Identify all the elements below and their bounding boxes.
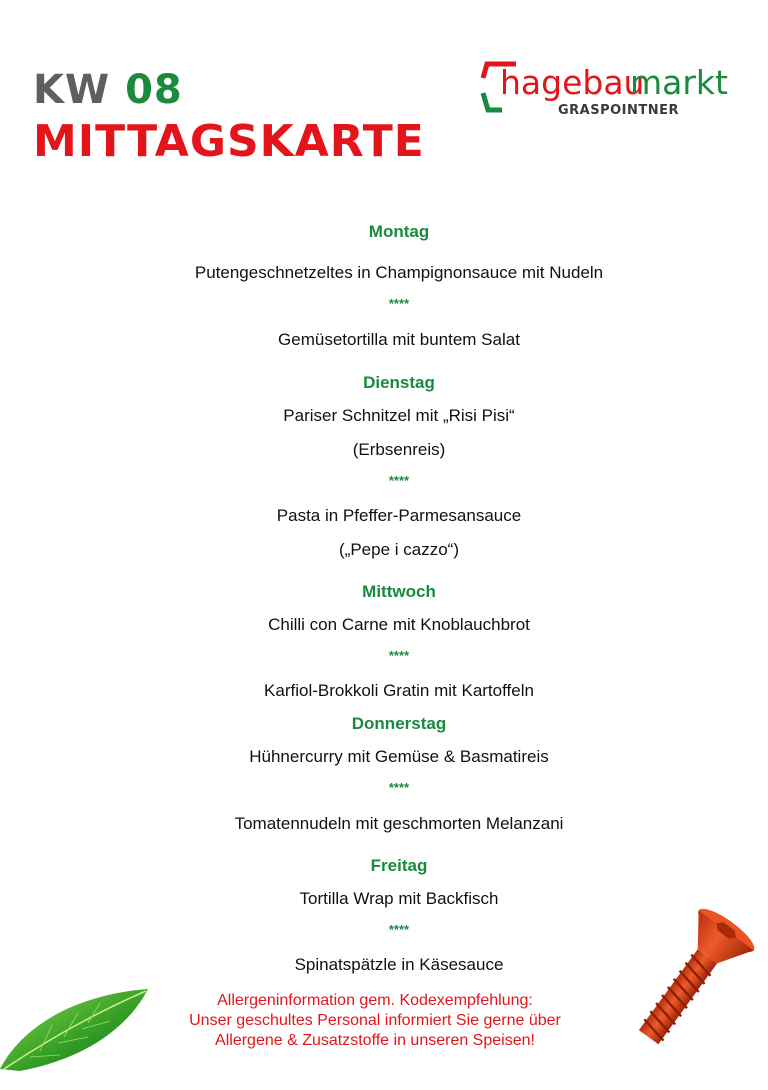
day-heading-mittwoch: Mittwoch — [362, 582, 436, 601]
dish-dienstag-1: Pariser Schnitzel mit „Risi Pisi“ — [283, 406, 515, 425]
dish-separator: **** — [388, 780, 410, 795]
dish-mittwoch-2: Karfiol-Brokkoli Gratin mit Kartoffeln — [264, 681, 534, 700]
allergen-line-2: Unser geschultes Personal informiert Sie gerne über — [189, 1012, 561, 1029]
logo-brand-hagebau: hagebau — [500, 63, 645, 102]
dish-separator: **** — [388, 473, 410, 488]
dish-dienstag-2-note: („Pepe i cazzo“) — [339, 540, 459, 559]
day-heading-dienstag: Dienstag — [363, 373, 435, 392]
dish-freitag-1: Tortilla Wrap mit Backfisch — [299, 889, 499, 908]
dish-donnerstag-1: Hühnercurry mit Gemüse & Basmatireis — [249, 747, 549, 766]
dish-freitag-2: Spinatspätzle in Käsesauce — [294, 955, 504, 974]
page-title: MITTAGSKARTE — [33, 116, 425, 167]
day-heading-montag: Montag — [368, 222, 430, 241]
allergen-notice — [140, 991, 610, 1051]
allergen-line-1: Allergeninformation gem. Kodexempfehlung: — [217, 992, 533, 1009]
logo-subtitle: GRASPOINTNER — [558, 103, 680, 118]
screw-image — [608, 908, 768, 1058]
week-number-heading — [33, 67, 183, 113]
dish-separator: **** — [388, 922, 410, 937]
dish-montag-1: Putengeschnetzeltes in Champignonsauce mit Nudeln — [194, 263, 604, 282]
week-number: 08 — [125, 67, 183, 113]
day-heading-freitag: Freitag — [370, 856, 428, 875]
day-heading-donnerstag: Donnerstag — [351, 714, 447, 733]
dish-separator: **** — [388, 296, 410, 311]
dish-separator: **** — [388, 648, 410, 663]
week-label: KW — [33, 67, 111, 113]
hagebaumarkt-logo — [480, 60, 742, 120]
dish-dienstag-2: Pasta in Pfeffer-Parmesansauce — [276, 506, 522, 525]
dish-mittwoch-1: Chilli con Carne mit Knoblauchbrot — [268, 615, 530, 634]
dish-montag-2: Gemüsetortilla mit buntem Salat — [278, 330, 520, 349]
dish-dienstag-1-note: (Erbsenreis) — [352, 440, 446, 459]
leaf-image — [0, 985, 150, 1075]
logo-brand-markt: markt — [630, 63, 728, 102]
dish-donnerstag-2: Tomatennudeln mit geschmorten Melanzani — [234, 814, 564, 833]
allergen-line-3: Allergene & Zusatzstoffe in unseren Speisen! — [215, 1032, 535, 1049]
